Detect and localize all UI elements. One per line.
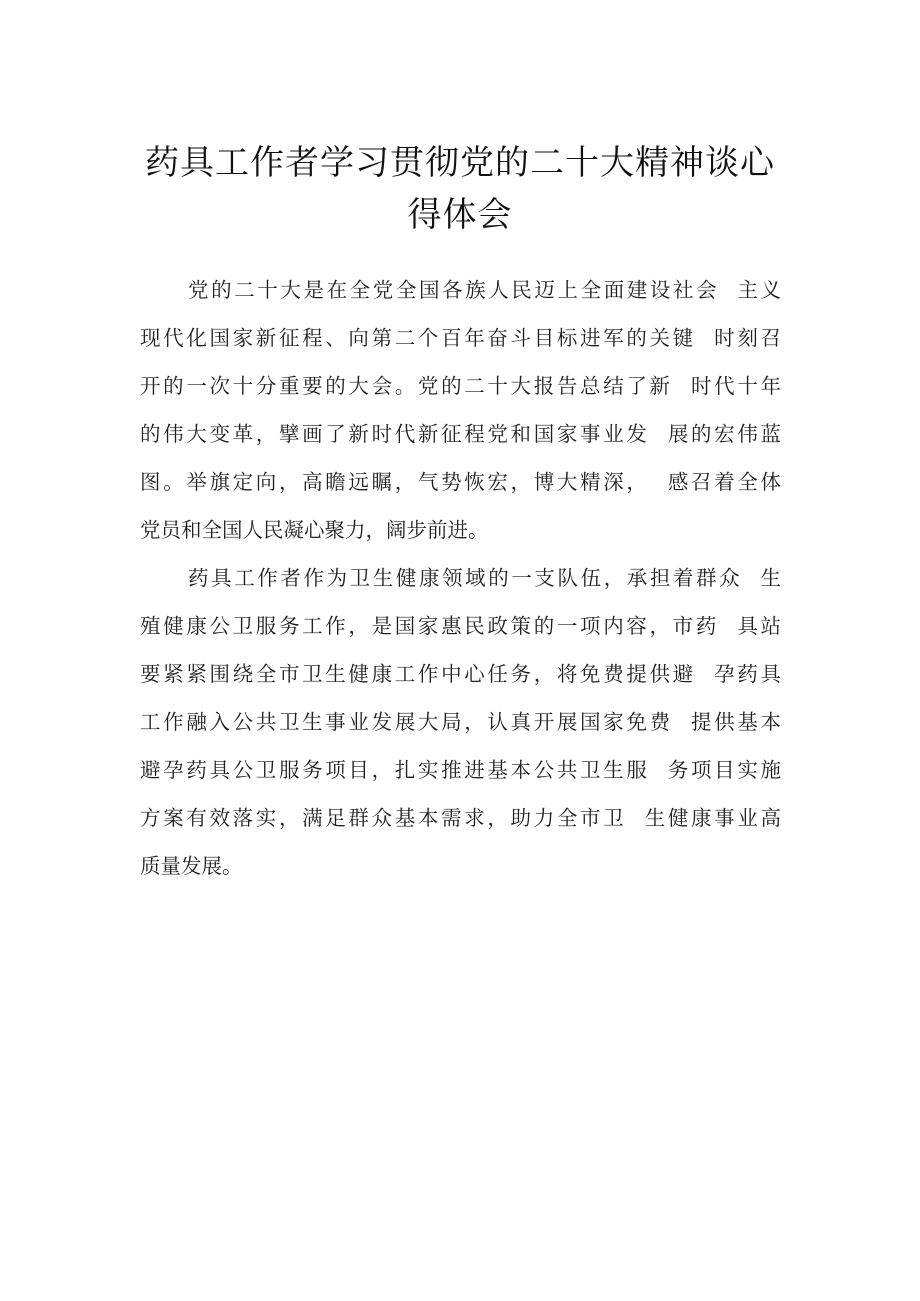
paragraph-line: 现代化国家新征程、向第二个百年奋斗目标进军的关键 时刻召 [140,326,781,350]
paragraph-line: 药具工作者作为卫生健康领域的一支队伍，承担着群众 生 [188,566,781,590]
paragraph-line: 党员和全国人民凝心聚力，阔步前进。 [140,518,489,542]
paragraph-line: 方案有效落实，满足群众基本需求，助力全市卫 生健康事业高 [140,806,781,830]
paragraph-line: 殖健康公卫服务工作，是国家惠民政策的一项内容，市药 具站 [140,614,781,638]
paragraph-line: 开的一次十分重要的大会。党的二十大报告总结了新 时代十年 [140,374,781,398]
page-title-line-1: 药具工作者学习贯彻党的二十大精神谈心 [145,143,775,183]
paragraph-line: 党的二十大是在全党全国各族人民迈上全面建设社会 主义 [188,278,781,302]
paragraph-line: 图。举旗定向，高瞻远瞩，气势恢宏，博大精深， 感召着全体 [140,470,781,494]
paragraph-line: 要紧紧围绕全市卫生健康工作中心任务，将免费提供避 孕药具 [140,662,781,686]
paragraph-line: 避孕药具公卫服务项目，扎实推进基本公共卫生服 务项目实施 [140,758,781,782]
paragraph-line: 工作融入公共卫生事业发展大局，认真开展国家免费 提供基本 [140,710,781,734]
paragraph-line: 质量发展。 [140,854,243,878]
page-title-line-2: 得体会 [407,195,513,235]
paragraph-line: 的伟大变革，擘画了新时代新征程党和国家事业发 展的宏伟蓝 [140,422,781,446]
